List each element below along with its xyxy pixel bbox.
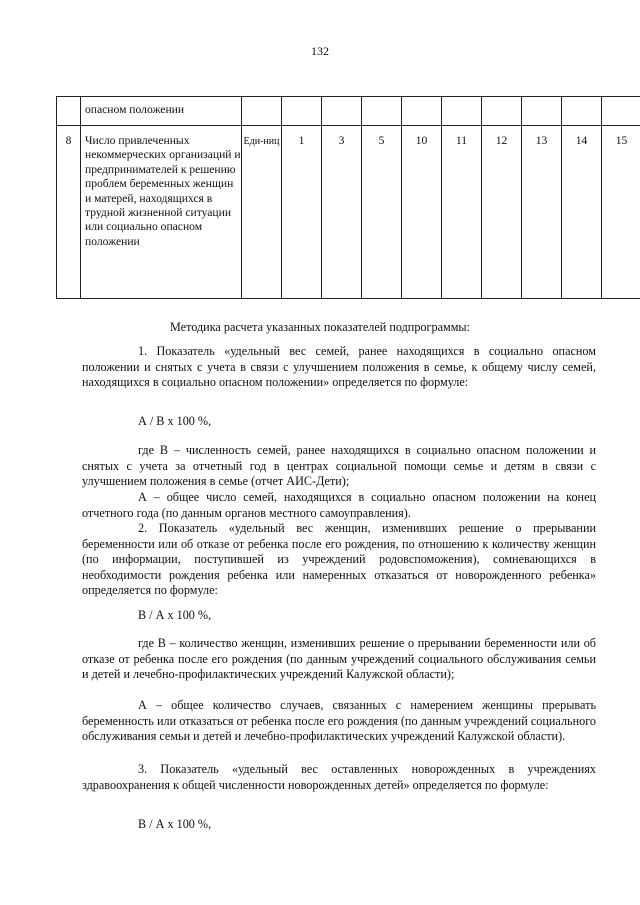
table-cell-name [81,97,242,126]
paragraph-1-where-a: А – общее число семей, находящихся в социально опасном положении на конец отчетного года (по данным органов местного самоуправления). [82,490,596,520]
row-unit: Еди-ниц [243,136,280,147]
value-year-1: 1 [298,134,305,147]
value-year-9: 15 [615,134,628,147]
value-year-7: 13 [535,134,548,147]
table-cell-value [602,126,640,299]
table-cell-unit [242,97,282,126]
value-year-3: 5 [378,134,385,147]
table-cell-value [402,126,442,299]
paragraph-indicator-3: 3. Показатель «удельный вес оставленных новорожденных в учреждениях здравоохранения к общей численности новорожденных детей» определяется по формуле: [82,762,596,792]
table-cell-value [482,126,522,299]
value-year-8: 14 [575,134,588,147]
page-number: 132 [311,44,329,58]
value-year-5: 11 [455,134,468,147]
table-cell-num [57,97,81,126]
table-cell-value [402,97,442,126]
table-cell-value [442,126,482,299]
paragraph-2-where-a: А – общее количество случаев, связанных с намерением женщины прерывать беременность или отказаться от ребенка после его рождения (по данным учреждений социального обслуживания семьи и детей и лечебно-профилактических учреждений Калужской области). [82,698,596,744]
formula-3: В / А х 100 %, [138,817,212,831]
table-cell-value [282,126,322,299]
row-number: 8 [65,134,72,147]
paragraph-2-where-b: где В – количество женщин, изменивших решение о прерывании беременности или об отказе от ребенка после его рождения (по данным учреждений социального обслуживания семьи и детей и лечебно-профилактических учреждений Калужской области); [82,636,596,682]
table-cell-value [562,97,602,126]
paragraph-indicator-2: 2. Показатель «удельный вес женщин, изменивших решение о прерывании беременности или об отказе от ребенка после его рождения, по отношению к количеству женщин (по информации, поступившей из учреждений родовспоможения), сомневающихся в необходимости рождения ребенка или намеренных отказаться от новорожденного ребенка» определяется по формуле: [82,521,596,598]
table-cell-unit [242,126,282,299]
row-name-text: Число привлеченных некоммерческих организаций и предпринимателей к решению проблем беременных женщин и матерей, находящихся в трудной жизненной ситуации или социально опасном положении [85,134,241,248]
table-cell-value [362,97,402,126]
formula-2: В / А х 100 %, [138,608,212,622]
table-cell-value [322,97,362,126]
formula-1: А / В х 100 %, [138,414,212,428]
value-year-4: 10 [415,134,428,147]
method-heading: Методика расчета указанных показателей подпрограммы: [169,320,471,334]
table-cell-value [522,126,562,299]
table-cell-value [522,97,562,126]
paragraph-indicator-1: 1. Показатель «удельный вес семей, ранее находящихся в социально опасном положении и снятых с учета в связи с улучшением положения в семье, к общему числу семей, находящихся в социально опасном положении» определяется по формуле: [82,344,596,390]
paragraph-1-where-b: где В – численность семей, ранее находящихся в социально опасном положении и снятых с учета за отчетный год в центрах социальной помощи семье и детям в связи с улучшением положения в семье (отчет АИС-Дети); [82,443,596,489]
value-year-2: 3 [338,134,345,147]
table-cell-num [57,126,81,299]
table-cell-value [442,97,482,126]
table-cell-value [482,97,522,126]
indicators-table [56,96,640,299]
table-row [57,126,640,299]
table-cell-value [602,97,640,126]
table-cell-value [322,126,362,299]
table-cell-name [81,126,242,299]
row-name-text: опасном положении [85,103,185,116]
value-year-6: 12 [495,134,508,147]
table-cell-value [562,126,602,299]
table-cell-value [282,97,322,126]
table-row [57,97,640,126]
table-cell-value [362,126,402,299]
